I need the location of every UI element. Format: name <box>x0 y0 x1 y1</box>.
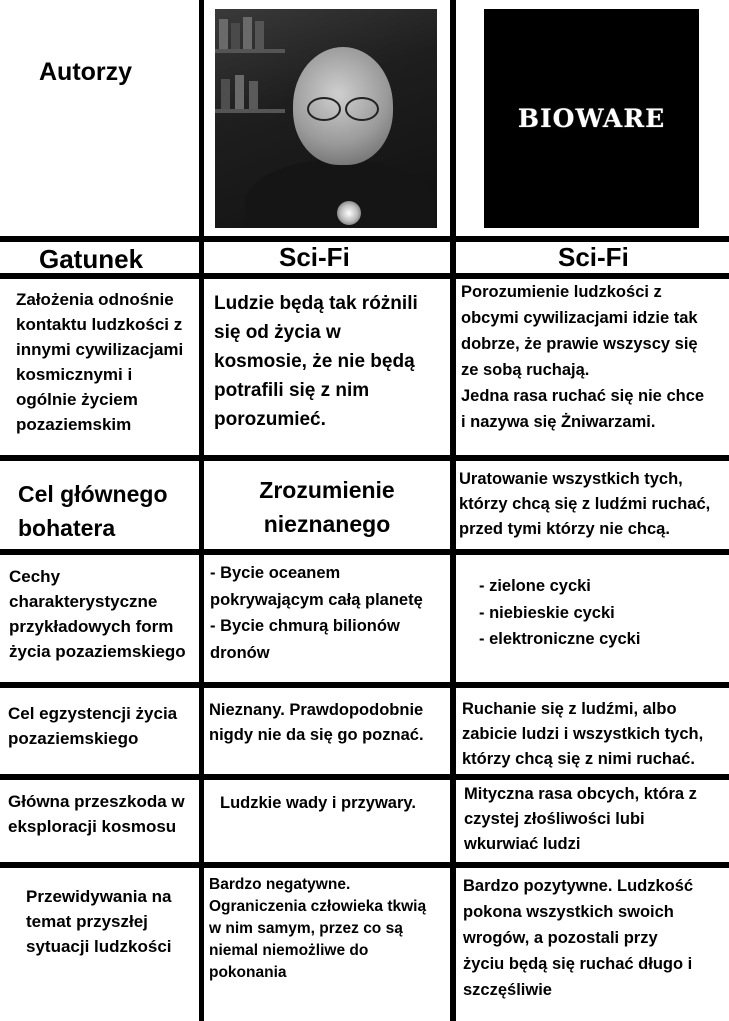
prediction-col2-cell <box>456 868 729 1021</box>
purpose-col2-text: Ruchanie się z ludźmi, albo zabicie ludzi i wszystkich tych, którzy chcą się z nimi ruchać. <box>462 700 704 768</box>
obstacle-label-cell <box>0 780 199 862</box>
header-col1-cell <box>204 0 450 236</box>
assumptions-col2-cell <box>456 279 729 455</box>
prediction-label-cell <box>0 868 199 1021</box>
prediction-col1-cell <box>204 868 450 1021</box>
genre-col2-cell <box>456 242 729 273</box>
row-label-genre: Gatunek <box>39 244 144 273</box>
purpose-col1-cell <box>204 688 450 774</box>
purpose-col2-cell <box>456 688 729 774</box>
obstacle-col1-cell <box>204 780 450 862</box>
row-label-obstacle: Główna przeszkoda w eksploracji kosmosu <box>8 792 185 836</box>
header-label-cell <box>0 0 199 236</box>
hero-goal-col2-cell <box>456 461 729 549</box>
traits-col1-cell <box>204 555 450 682</box>
assumptions-col2-text: Porozumienie ludzkości z obcymi cywilizacjami idzie tak dobrze, że prawie wszyscy się ze sobą ruchają. Jedna rasa ruchać się nie chce i nazywa się Żniwarzami. <box>461 283 705 431</box>
row-label-authors: Autorzy <box>39 58 133 86</box>
row-label-assumptions: Założenia odnośnie kontaktu ludzkości z innymi cywilizacjami kosmicznymi i ogólnie życiem pozaziemskim <box>16 290 184 434</box>
bioware-logo-text: BIOWARE <box>517 104 666 133</box>
obstacle-col2-cell <box>456 780 729 862</box>
genre-col1-text: Sci-Fi <box>279 242 350 272</box>
assumptions-col1-cell <box>204 279 450 455</box>
genre-col1-cell <box>204 242 450 273</box>
bioware-logo <box>484 9 699 228</box>
obstacle-col2-text: Mityczna rasa obcych, która z czystej złośliwości lubi wkurwiać ludzi <box>464 785 697 853</box>
prediction-col2-text: Bardzo pozytywne. Ludzkość pokona wszystkich swoich wrogów, a pozostali przy życiu będą się ruchać długo i szczęśliwie <box>463 877 694 999</box>
hero-goal-col2-text: Uratowanie wszystkich tych, którzy chcą się z ludźmi ruchać, przed tymi którzy nie chcą. <box>459 470 711 538</box>
row-label-traits: Cechy charakterystyczne przykładowych form życia pozaziemskiego <box>9 567 186 661</box>
genre-col2-text: Sci-Fi <box>558 242 629 272</box>
hero-goal-col1-text: Zrozumienie nieznanego <box>259 477 395 537</box>
row-label-hero-goal: Cel głównego bohatera <box>18 481 168 541</box>
prediction-col1-text: Bardzo negatywne. Ograniczenia człowieka tkwią w nim samym, przez co są niemal niemożliwe do pokonania <box>209 876 427 981</box>
purpose-col1-text: Nieznany. Prawdopodobnie nigdy nie da się go poznać. <box>209 701 424 744</box>
obstacle-col1-text: Ludzkie wady i przywary. <box>220 794 416 812</box>
header-col2-cell <box>456 0 729 236</box>
hero-goal-label-cell <box>0 461 199 549</box>
hero-goal-col1-cell <box>204 461 450 549</box>
row-label-prediction: Przewidywania na temat przyszłej sytuacji ludzkości <box>26 887 172 956</box>
genre-label-cell <box>0 242 199 273</box>
assumptions-label-cell <box>0 279 199 455</box>
author-portrait-image <box>215 9 437 228</box>
traits-col1-text: - Bycie oceanem pokrywającym całą planetę - Bycie chmurą bilionów dronów <box>210 564 423 662</box>
traits-label-cell <box>0 555 199 682</box>
traits-col2-text: - zielone cycki - niebieskie cycki - elektroniczne cycki <box>479 577 641 648</box>
row-label-purpose: Cel egzystencji życia pozaziemskiego <box>8 704 178 748</box>
traits-col2-cell <box>456 555 729 682</box>
assumptions-col1-text: Ludzie będą tak różnili się od życia w kosmosie, że nie będą potrafili się z nim porozumieć. <box>214 293 418 430</box>
purpose-label-cell <box>0 688 199 774</box>
